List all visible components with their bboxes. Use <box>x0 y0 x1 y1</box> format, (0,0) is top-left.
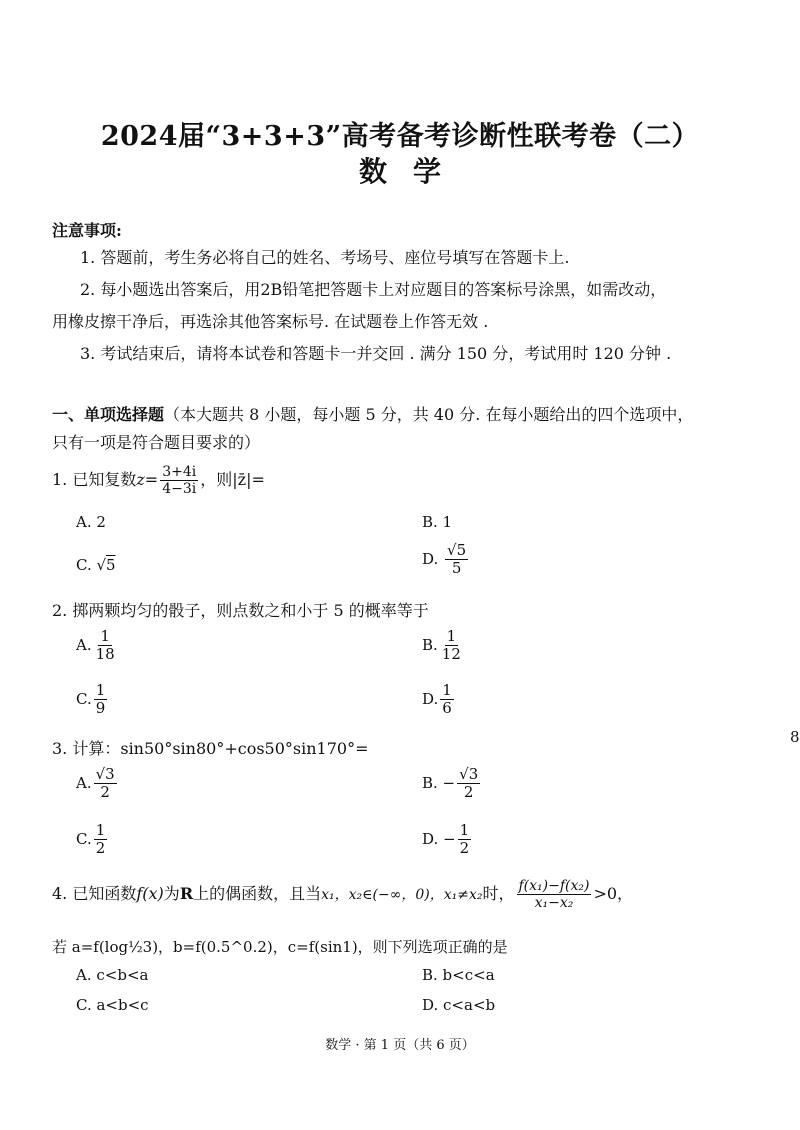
q1-c-radicand: 5 <box>106 556 116 574</box>
q3-c-label: C. <box>76 829 92 848</box>
q2-a-den: 18 <box>95 645 115 664</box>
q1-abs: |z̄|= <box>232 470 265 490</box>
q4-option-c: C. a<b<c <box>76 996 149 1014</box>
edge-mark: 8 <box>790 728 800 746</box>
q3-c-den: 2 <box>95 839 106 858</box>
q2-d-fraction <box>440 682 454 718</box>
q3-d-fraction <box>458 822 472 858</box>
q2-b-den: 12 <box>441 645 461 664</box>
notice-heading: 注意事项: <box>52 221 122 240</box>
q1-fraction <box>160 464 198 497</box>
q2-option-a <box>76 628 119 664</box>
q3-a-radicand: 3 <box>105 765 115 783</box>
notice-item-2: 2. 每小题选出答案后，用2B铅笔把答题卡上对应题目的答案标号涂黑，如需改动， <box>80 280 667 299</box>
section-desc-1: （本大题共 8 小题，每小题 5 分，共 40 分. 在每小题给出的四个选项中， <box>164 405 694 424</box>
question-4-line2: 若 a=f(log½3)，b=f(0.5^0.2)，c=f(sin1)，则下列选项正确的是 <box>52 938 508 956</box>
q1-d-num: √5 <box>447 541 467 559</box>
q4-fraction <box>517 878 592 911</box>
q2-b-fraction <box>440 628 463 664</box>
q4-text-b: 为 <box>163 884 180 904</box>
q1-d-radicand: 5 <box>456 541 467 559</box>
q4-text-d: 时， <box>482 884 515 904</box>
q2-a-fraction <box>94 628 117 664</box>
q4-option-b: B. b<c<a <box>422 966 495 984</box>
q4-vars: x₁，x₂∈(−∞，0)，x₁≠x₂ <box>321 887 483 904</box>
q3-b-fraction <box>457 766 480 802</box>
q2-d-num: 1 <box>442 681 452 699</box>
q1-option-a: A. 2 <box>76 513 106 531</box>
q3-option-a <box>76 766 119 802</box>
q4-gt: >0， <box>593 884 634 904</box>
q3-d-den: 2 <box>459 839 470 858</box>
notice-item-3: 3. 考试结束后，请将本试卷和答题卡一并交回 . 满分 150 分，考试用时 120 分钟 . <box>80 344 672 363</box>
q3-a-fraction <box>94 766 117 802</box>
q2-c-fraction <box>94 682 108 718</box>
q3-option-d <box>422 822 473 858</box>
q4-option-d: D. c<a<b <box>422 996 496 1014</box>
q1-c-sqrt: √5 <box>96 556 116 574</box>
q2-c-label: C. <box>76 689 92 708</box>
exam-subject: 数学 <box>358 155 467 188</box>
q3-d-num: 1 <box>459 821 470 839</box>
q4-text-c: 上的偶函数，且当 <box>193 884 322 904</box>
q3-b-num: √3 <box>459 765 479 783</box>
q4-text-a: 4. 已知函数 <box>52 884 137 904</box>
q1-suffix: ，则 <box>200 470 233 490</box>
q1-option-b: B. 1 <box>422 513 453 531</box>
q3-c-fraction <box>94 822 108 858</box>
q4-option-a: A. c<b<a <box>76 966 149 984</box>
question-1 <box>52 464 265 497</box>
q3-option-c <box>76 822 109 858</box>
q3-a-label: A. <box>76 773 92 792</box>
q2-d-den: 6 <box>442 699 452 718</box>
q2-d-label: D. <box>422 689 439 708</box>
q3-b-radicand: 3 <box>468 765 479 783</box>
q2-b-num: 1 <box>446 627 457 645</box>
q3-b-label: B. − <box>422 773 456 792</box>
q2-a-num: 1 <box>100 627 110 645</box>
q2-b-label: B. <box>422 635 438 654</box>
q3-a-den: 2 <box>100 783 110 802</box>
q3-option-b <box>422 766 482 802</box>
q4-frac-den: x₁−x₂ <box>534 895 574 912</box>
question-3: 3. 计算：sin50°sin80°+cos50°sin170°= <box>52 739 369 758</box>
q1-c-label: C. <box>76 556 97 574</box>
question-2: 2. 掷两颗均匀的骰子，则点数之和小于 5 的概率等于 <box>52 601 429 620</box>
q2-option-b <box>422 628 465 664</box>
q1-num: 3+4i <box>162 464 197 480</box>
q3-a-num: √3 <box>95 765 115 783</box>
q3-d-label: D. − <box>422 829 456 848</box>
q3-b-den: 2 <box>463 783 474 802</box>
exam-title: 2024届“3+3+3”高考备考诊断性联考卷（二） <box>100 121 700 152</box>
q2-option-c <box>76 682 109 718</box>
page-footer: 数学 · 第 1 页（共 6 页） <box>325 1038 475 1053</box>
section-title: 一、单项选择题 <box>52 405 165 424</box>
q1-option-c <box>76 556 116 574</box>
q1-prefix: 1. 已知复数 <box>52 470 137 490</box>
q1-option-d <box>422 542 470 578</box>
q2-c-num: 1 <box>95 681 106 699</box>
q2-c-den: 9 <box>95 699 106 718</box>
section-desc-2: 只有一项是符合题目要求的） <box>52 433 261 452</box>
q1-d-label: D. <box>422 549 444 568</box>
q1-den: 4−3i <box>162 481 197 498</box>
q2-a-label: A. <box>76 635 92 654</box>
q2-option-d <box>422 682 456 718</box>
q1-d-fraction <box>445 542 468 578</box>
section-heading <box>52 402 693 425</box>
q4-R: R <box>179 884 194 904</box>
q4-frac-num: f(x₁)−f(x₂) <box>518 878 590 894</box>
notice-item-1: 1. 答题前，考生务必将自己的姓名、考场号、座位号填写在答题卡上. <box>80 248 570 267</box>
notice-item-2-cont: 用橡皮擦干净后，再选涂其他答案标号. 在试题卷上作答无效 . <box>52 312 489 331</box>
q4-fx: f(x) <box>136 884 164 904</box>
q1-var: z= <box>136 470 159 490</box>
q1-d-den: 5 <box>451 559 462 578</box>
q3-c-num: 1 <box>95 821 106 839</box>
question-4-line1 <box>52 878 633 911</box>
